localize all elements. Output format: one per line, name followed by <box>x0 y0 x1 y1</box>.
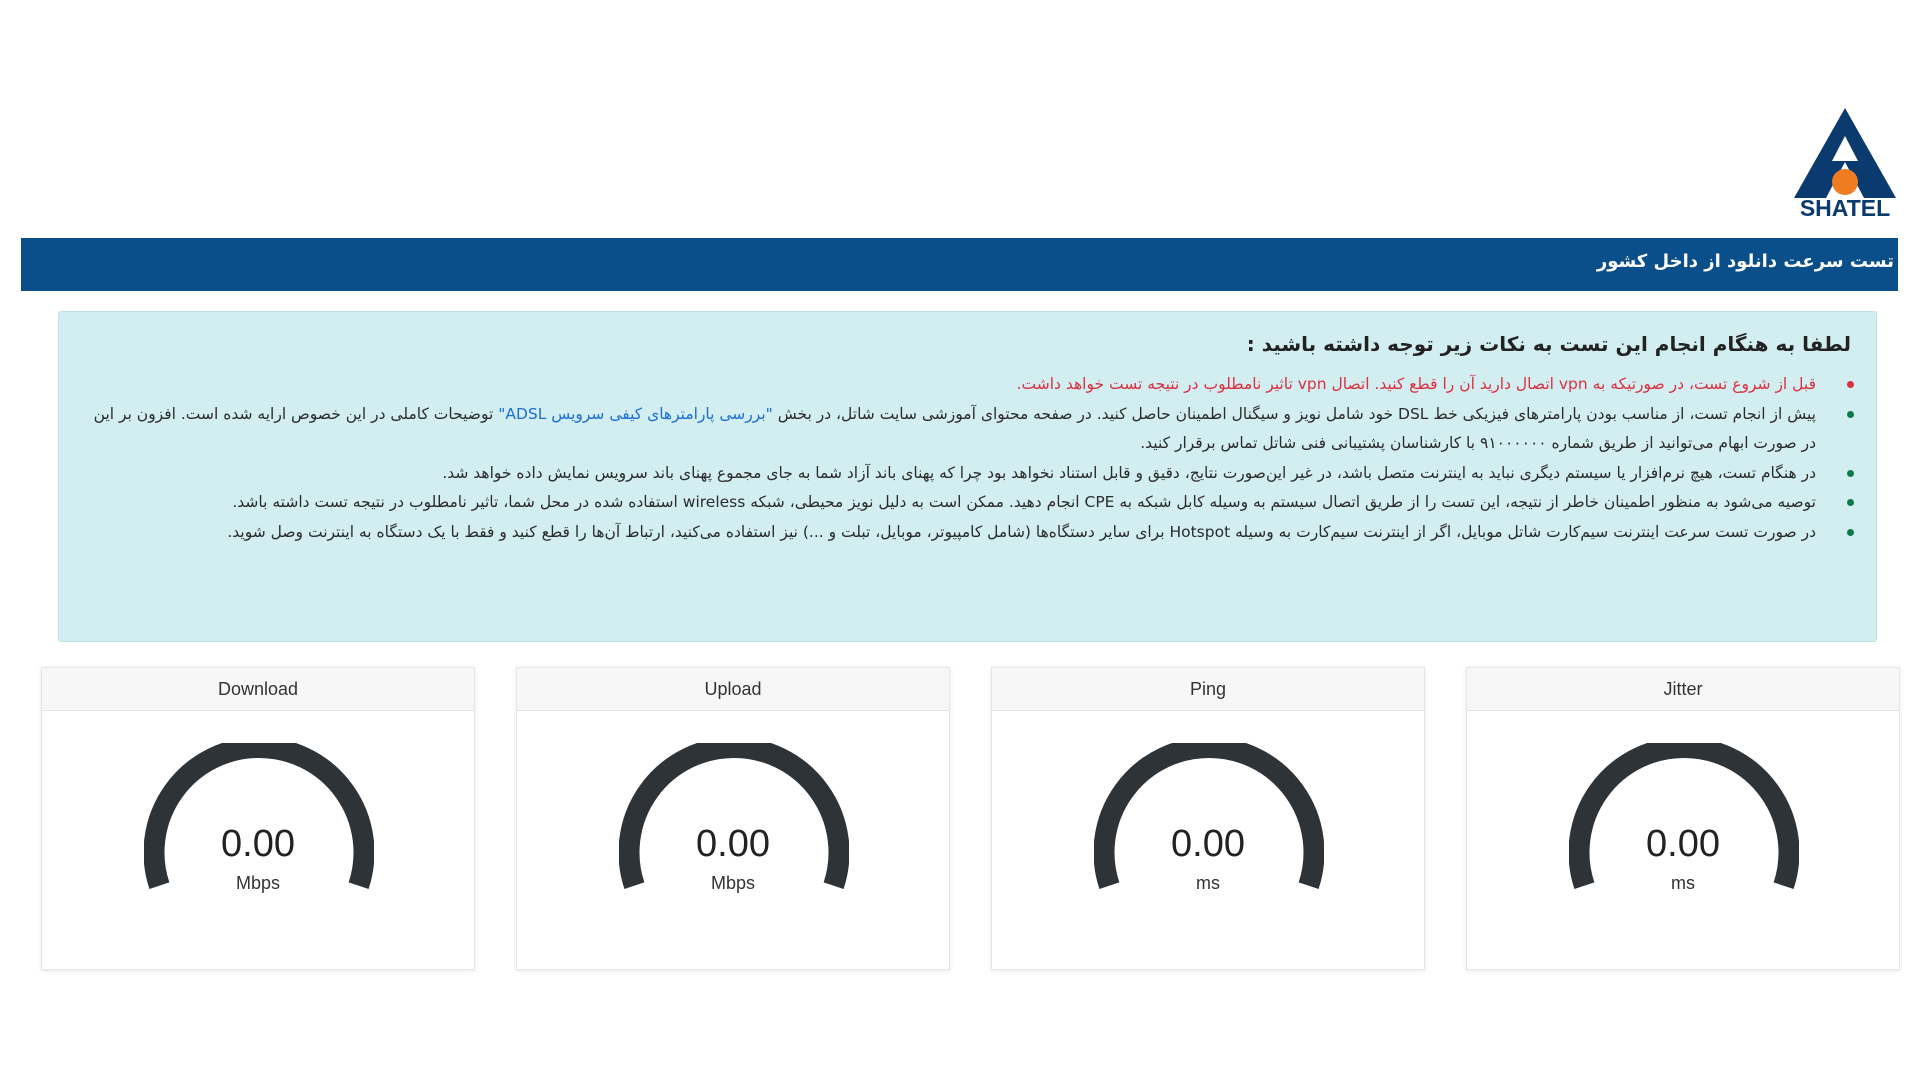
jitter-card <box>1466 667 1900 970</box>
ping-unit: ms <box>1196 873 1220 893</box>
notice-box <box>58 311 1877 642</box>
page-title: تست سرعت دانلود از داخل کشور <box>1596 251 1894 272</box>
download-value: 0.00 <box>221 823 295 865</box>
ping-card <box>991 667 1425 970</box>
notice-item-dsl <box>91 400 1816 459</box>
shatel-logo[interactable] <box>1792 106 1898 222</box>
notice-title: لطفا به هنگام انجام این تست به نکات زیر توجه داشته باشید : <box>1246 332 1851 356</box>
page-header-bar <box>21 238 1898 291</box>
upload-unit: Mbps <box>710 873 755 893</box>
notice-item-text: در هنگام تست، هیچ نرم‌افزار یا سیستم دیگری نباید به اینترنت متصل باشد، در غیر این‌صورت نتایج، دقیق و قابل استناد نخواهد بود چرا که پهنای باند آزاد شما به جای مجموع پهنای باند سرویس نمایش داده خواهد شد. <box>442 463 1816 482</box>
notice-item-text: پیش از انجام تست، از مناسب بودن پارامترهای فیزیکی خط DSL خود شامل نویز و سیگنال اطمینان حاصل کنید. در صفحه محتوای آموزشی سایت شاتل، در بخش <box>772 404 1816 423</box>
notice-item-text: در صورت تست سرعت اینترنت سیم‌کارت شاتل موبایل، اگر از اینترنت سیم‌کارت به وسیله Hotspot برای سایر دستگاه‌ها (شامل کامپیوتر، موبایل، تبلت و ...) نیز استفاده می‌کنید، ارتباط آن‌ها را قطع کنید و فقط با یک دستگاه به اینترنت وصل شوید. <box>227 522 1816 541</box>
download-card <box>41 667 475 970</box>
upload-value: 0.00 <box>696 823 770 865</box>
ping-value: 0.00 <box>1171 823 1245 865</box>
bullet-icon <box>1847 381 1854 388</box>
notice-item-software <box>91 459 1816 489</box>
card-title: Upload <box>517 668 949 711</box>
bullet-icon <box>1847 411 1854 418</box>
notice-item-text: قبل از شروع تست، در صورتیکه به vpn اتصال دارید آن را قطع کنید. اتصال vpn تاثیر نامطلوب در نتیجه تست خواهد داشت. <box>1016 375 1816 393</box>
notice-item-hotspot <box>91 518 1816 548</box>
bullet-icon <box>1847 499 1854 506</box>
card-title: Jitter <box>1467 668 1899 711</box>
jitter-unit: ms <box>1671 873 1695 893</box>
logo-text: SHATEL <box>1799 195 1891 221</box>
bullet-icon <box>1847 470 1854 477</box>
notice-item-text: توصیه می‌شود به منظور اطمینان خاطر از نتیجه، این تست را از طریق اتصال سیستم به وسیله کابل شبکه به CPE انجام دهید. ممکن است به دلیل نویز محیطی، شبکه wireless استفاده شده در محل شما، تاثیر نامطلوب در نتیجه تست داشته باشد. <box>232 493 1816 511</box>
notice-item-cable <box>91 488 1816 518</box>
adsl-parameters-link[interactable]: "بررسی پارامترهای کیفی سرویس ADSL" <box>498 404 773 423</box>
upload-card <box>516 667 950 970</box>
jitter-value: 0.00 <box>1646 823 1720 865</box>
logo-mark-icon <box>1792 106 1898 198</box>
notice-list <box>91 370 1816 547</box>
download-unit: Mbps <box>235 873 280 893</box>
notice-item-vpn <box>91 370 1816 400</box>
card-title: Ping <box>992 668 1424 711</box>
notice-item-text: توضیحات کاملی در این خصوص ارایه شده است. افزون بر این در صورت ابهام می‌توانید از طریق شماره ۹۱۰۰۰۰۰۰ با کارشناسان پشتیبانی فنی شاتل تماس برقرار کنید. <box>93 404 1816 452</box>
bullet-icon <box>1847 529 1854 536</box>
card-title: Download <box>42 668 474 711</box>
